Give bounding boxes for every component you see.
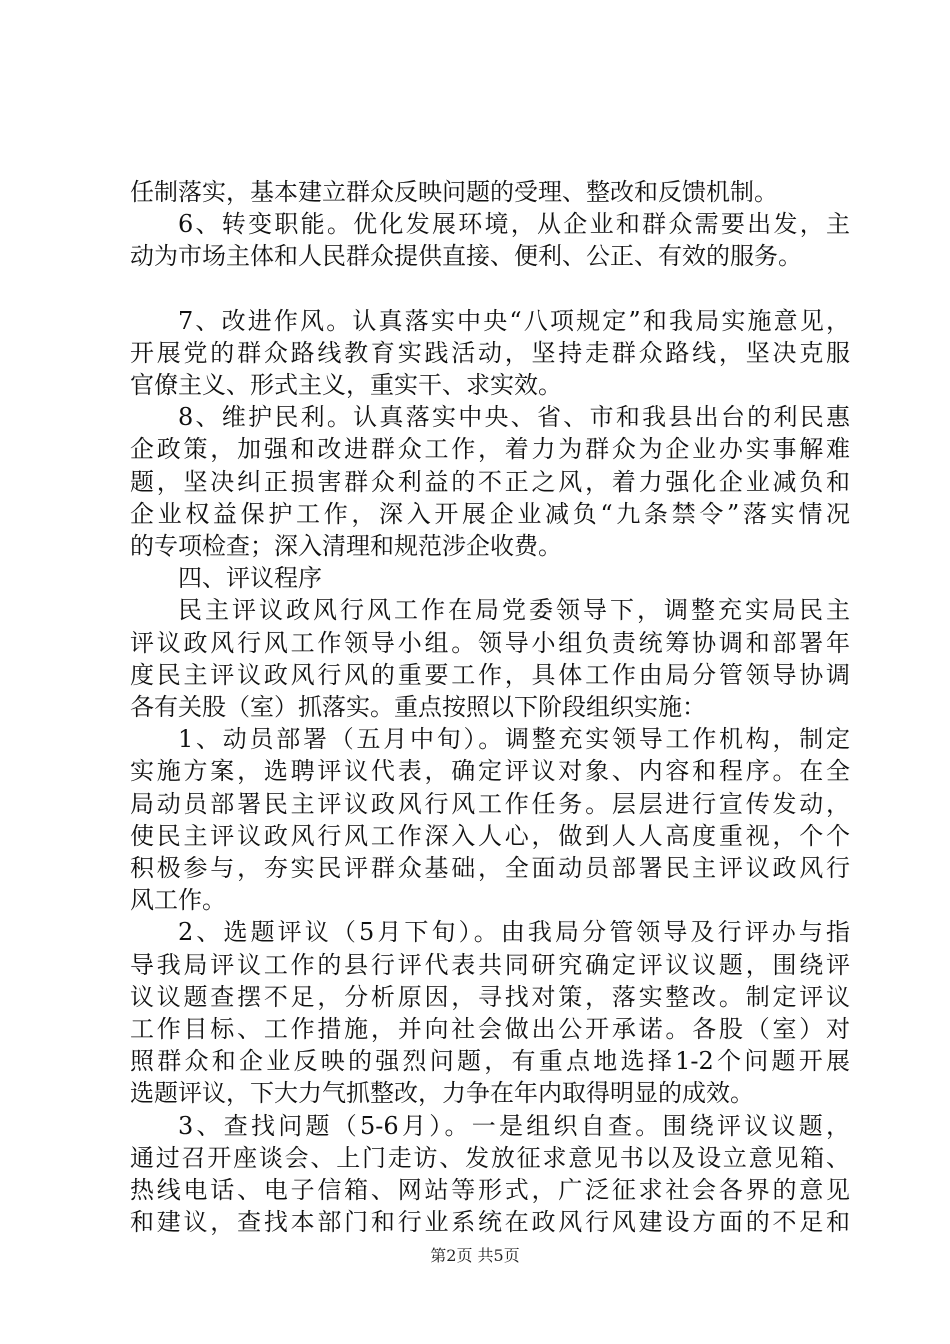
text-line: 积极参与，夯实民评群众基础，全面动员部署民主评议政风行 [130,854,850,883]
text-line: 局动员部署民主评议政风行风工作任务。层层进行宣传发动， [130,789,850,818]
paragraph-gap [130,273,850,305]
text-line: 企政策，加强和改进群众工作，着力为群众为企业办实事解难 [130,435,850,464]
text-line: 任制落实，基本建立群众反映问题的受理、整改和反馈机制。 [130,178,778,206]
text-line: 度民主评议政风行风的重要工作，具体工作由局分管领导协调 [130,660,850,689]
text-line: 官僚主义、形式主义，重实干、求实效。 [130,371,562,400]
text-line: 照群众和企业反映的强烈问题，有重点地选择1-2个问题开展 [130,1047,850,1076]
text-line: 7、改进作风。认真落实中央“八项规定”和我局实施意见， [178,306,850,335]
text-line: 2、选题评议（5月下旬）。由我局分管领导及行评办与指 [178,918,850,947]
text-line: 开展党的群众路线教育实践活动，坚持走群众路线，坚决克服 [130,338,850,367]
text-line: 1、动员部署（五月中旬）。调整充实领导工作机构，制定 [178,725,850,754]
text-line: 的专项检查；深入清理和规范涉企收费。 [130,532,562,561]
text-line: 四、评议程序 [178,564,322,593]
document-body [130,176,850,1239]
text-line: 导我局评议工作的县行评代表共同研究确定评议议题，围绕评 [130,950,850,979]
text-line: 动为市场主体和人民群众提供直接、便利、公正、有效的服务。 [130,242,802,271]
text-line: 实施方案，选聘评议代表，确定评议对象、内容和程序。在全 [130,757,850,786]
text-line: 评议政风行风工作领导小组。领导小组负责统筹协调和部署年 [130,628,850,657]
text-line: 题，坚决纠正损害群众利益的不正之风，着力强化企业减负和 [130,467,850,496]
text-line: 企业权益保护工作，深入开展企业减负“九条禁令”落实情况 [130,499,850,528]
text-line: 各有关股（室）抓落实。重点按照以下阶段组织实施： [130,693,706,722]
text-line: 议议题查摆不足，分析原因，寻找对策，落实整改。制定评议 [130,982,850,1011]
text-line: 工作目标、工作措施，并向社会做出公开承诺。各股（室）对 [130,1015,850,1044]
text-line: 热线电话、电子信箱、网站等形式，广泛征求社会各界的意见 [130,1176,850,1205]
text-line: 通过召开座谈会、上门走访、发放征求意见书以及设立意见箱、 [130,1143,850,1172]
text-line: 使民主评议政风行风工作深入人心，做到人人高度重视，个个 [130,821,850,850]
text-line: 8、维护民利。认真落实中央、省、市和我县出台的利民惠 [178,403,850,432]
text-line: 3、查找问题（5-6月）。一是组织自查。围绕评议议题， [178,1111,850,1140]
text-line: 6、转变职能。优化发展环境，从企业和群众需要出发，主 [178,210,850,239]
text-line: 和建议，查找本部门和行业系统在政风行风建设方面的不足和 [130,1208,850,1237]
text-line: 选题评议，下大力气抓整改，力争在年内取得明显的成效。 [130,1079,754,1108]
page-footer: 第2页 共5页 [430,1246,520,1265]
text-line: 风工作。 [130,886,226,915]
text-line: 民主评议政风行风工作在局党委领导下，调整充实局民主 [178,596,850,625]
